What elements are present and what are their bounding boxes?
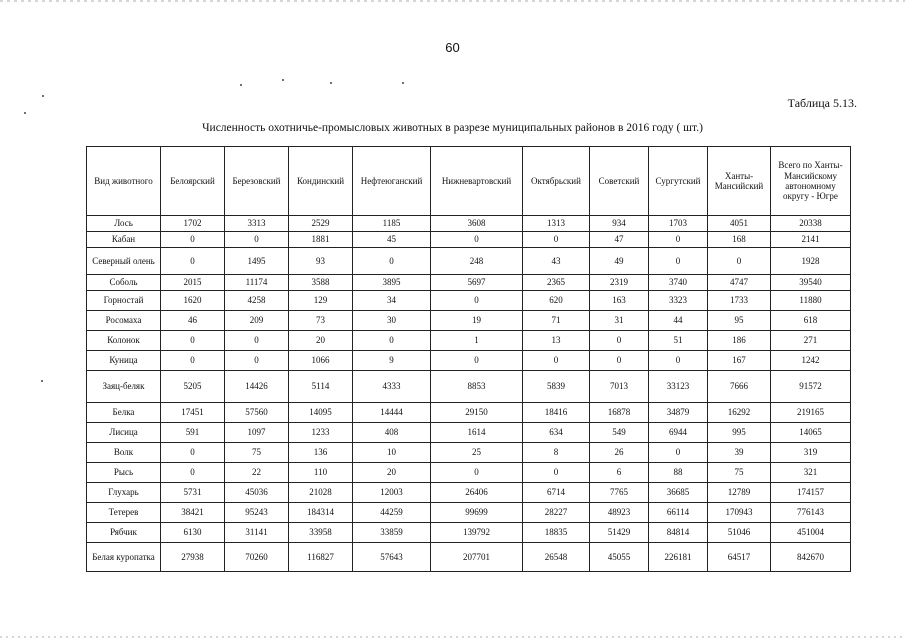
column-header-oktyabrsky: Октябрьский xyxy=(523,147,590,216)
table-cell: 45055 xyxy=(590,543,649,572)
table-cell: 248 xyxy=(431,248,523,275)
table-cell: 0 xyxy=(431,232,523,248)
table-cell: 1185 xyxy=(353,216,431,232)
table-cell: 4051 xyxy=(708,216,771,232)
table-cell: 634 xyxy=(523,423,590,443)
table-cell: 620 xyxy=(523,291,590,311)
table-cell: 45036 xyxy=(225,483,289,503)
table-cell: 0 xyxy=(649,351,708,371)
table-cell: Рысь xyxy=(87,463,161,483)
table-cell: 73 xyxy=(289,311,353,331)
table-cell: 26 xyxy=(590,443,649,463)
table-cell: 46 xyxy=(161,311,225,331)
scan-speck xyxy=(402,82,404,84)
table-cell: 27938 xyxy=(161,543,225,572)
table-cell: 11880 xyxy=(771,291,851,311)
table-cell: 17451 xyxy=(161,403,225,423)
table-cell: Кабан xyxy=(87,232,161,248)
table-cell: 591 xyxy=(161,423,225,443)
table-row xyxy=(87,232,851,248)
table-cell: 39540 xyxy=(771,275,851,291)
table-cell: 34 xyxy=(353,291,431,311)
table-cell: 163 xyxy=(590,291,649,311)
table-cell: 0 xyxy=(353,248,431,275)
table-cell: 1702 xyxy=(161,216,225,232)
table-cell: 3588 xyxy=(289,275,353,291)
table-cell: 1703 xyxy=(649,216,708,232)
table-cell: Северный олень xyxy=(87,248,161,275)
table-cell: 44259 xyxy=(353,503,431,523)
table-cell: 0 xyxy=(590,351,649,371)
table-cell: Белка xyxy=(87,403,161,423)
table-cell: 28227 xyxy=(523,503,590,523)
table-cell: 1495 xyxy=(225,248,289,275)
table-cell: 1 xyxy=(431,331,523,351)
table-cell: 0 xyxy=(523,351,590,371)
table-cell: 0 xyxy=(649,232,708,248)
table-cell: 0 xyxy=(649,248,708,275)
table-row xyxy=(87,523,851,543)
table-cell: 33123 xyxy=(649,371,708,403)
table-row xyxy=(87,311,851,331)
table-cell: 139792 xyxy=(431,523,523,543)
table-row xyxy=(87,543,851,572)
table-cell: 25 xyxy=(431,443,523,463)
table-cell: 3895 xyxy=(353,275,431,291)
table-cell: 7666 xyxy=(708,371,771,403)
table-cell: 20338 xyxy=(771,216,851,232)
table-cell: 5697 xyxy=(431,275,523,291)
table-cell: 2319 xyxy=(590,275,649,291)
table-cell: 5114 xyxy=(289,371,353,403)
table-cell: 8853 xyxy=(431,371,523,403)
table-cell: 6130 xyxy=(161,523,225,543)
column-header-nizhnevartovsky: Нижневартовский xyxy=(431,147,523,216)
header-row xyxy=(87,147,851,216)
table-cell: 0 xyxy=(431,291,523,311)
table-cell: 6 xyxy=(590,463,649,483)
table-cell: 66114 xyxy=(649,503,708,523)
table-cell: 168 xyxy=(708,232,771,248)
table-cell: 22 xyxy=(225,463,289,483)
table-cell: 1066 xyxy=(289,351,353,371)
table-cell: 186 xyxy=(708,331,771,351)
table-cell: 36685 xyxy=(649,483,708,503)
table-row xyxy=(87,403,851,423)
scan-speck xyxy=(282,79,284,81)
scan-edge-top xyxy=(0,0,905,2)
table-cell: 34879 xyxy=(649,403,708,423)
table-cell: 99699 xyxy=(431,503,523,523)
table-cell: 18835 xyxy=(523,523,590,543)
table-cell: 95243 xyxy=(225,503,289,523)
table-cell: 4333 xyxy=(353,371,431,403)
table-cell: 1233 xyxy=(289,423,353,443)
table-cell: 16878 xyxy=(590,403,649,423)
table-cell: 0 xyxy=(161,463,225,483)
table-cell: 0 xyxy=(161,331,225,351)
table-cell: Куница xyxy=(87,351,161,371)
table-cell: 2015 xyxy=(161,275,225,291)
table-cell: 1313 xyxy=(523,216,590,232)
table-cell: 934 xyxy=(590,216,649,232)
table-cell: 12789 xyxy=(708,483,771,503)
scan-speck xyxy=(41,380,43,382)
table-cell: 7765 xyxy=(590,483,649,503)
table-label: Таблица 5.13. xyxy=(787,96,857,110)
table-row xyxy=(87,351,851,371)
table-cell: 84814 xyxy=(649,523,708,543)
table-cell: 0 xyxy=(161,351,225,371)
table-cell: Соболь xyxy=(87,275,161,291)
table-cell: 75 xyxy=(225,443,289,463)
table-cell: 618 xyxy=(771,311,851,331)
table-row xyxy=(87,483,851,503)
scan-speck xyxy=(42,95,44,97)
table-cell: 64517 xyxy=(708,543,771,572)
table-row xyxy=(87,463,851,483)
animal-population-table xyxy=(86,146,851,572)
table-cell: Горностай xyxy=(87,291,161,311)
table-cell: Росомаха xyxy=(87,311,161,331)
column-header-sovetsky: Советский xyxy=(590,147,649,216)
table-cell: 33859 xyxy=(353,523,431,543)
table-cell: 21028 xyxy=(289,483,353,503)
table-cell: 1620 xyxy=(161,291,225,311)
table-cell: 3608 xyxy=(431,216,523,232)
table-cell: 91572 xyxy=(771,371,851,403)
table-cell: 995 xyxy=(708,423,771,443)
scan-speck xyxy=(240,84,242,86)
table-cell: 51 xyxy=(649,331,708,351)
table-cell: Белая куропатка xyxy=(87,543,161,572)
table-cell: Лисица xyxy=(87,423,161,443)
table-cell: 4258 xyxy=(225,291,289,311)
table-cell: 5839 xyxy=(523,371,590,403)
table-cell: 12003 xyxy=(353,483,431,503)
table-cell: 95 xyxy=(708,311,771,331)
page-number: 60 xyxy=(445,40,460,55)
table-cell: 776143 xyxy=(771,503,851,523)
table-cell: 0 xyxy=(431,463,523,483)
table-cell: 0 xyxy=(590,331,649,351)
table-cell: 3313 xyxy=(225,216,289,232)
table-cell: 0 xyxy=(161,232,225,248)
table-row xyxy=(87,331,851,351)
table-cell: 14444 xyxy=(353,403,431,423)
table-cell: 5205 xyxy=(161,371,225,403)
table-cell: Лось xyxy=(87,216,161,232)
table-cell: 26548 xyxy=(523,543,590,572)
table-cell: 38421 xyxy=(161,503,225,523)
table-cell: 167 xyxy=(708,351,771,371)
table-cell: 14426 xyxy=(225,371,289,403)
table-cell: 1097 xyxy=(225,423,289,443)
column-header-kondinsky: Кондинский xyxy=(289,147,353,216)
table-cell: 14095 xyxy=(289,403,353,423)
column-header-species: Вид животного xyxy=(87,147,161,216)
table-cell: 1614 xyxy=(431,423,523,443)
table-cell: 219165 xyxy=(771,403,851,423)
table-cell: 842670 xyxy=(771,543,851,572)
table-cell: 51429 xyxy=(590,523,649,543)
table-cell: 10 xyxy=(353,443,431,463)
table-cell: 51046 xyxy=(708,523,771,543)
scan-edge-bottom xyxy=(0,636,905,638)
table-row xyxy=(87,503,851,523)
table-row xyxy=(87,291,851,311)
table-cell: 39 xyxy=(708,443,771,463)
table-cell: 170943 xyxy=(708,503,771,523)
table-cell: 4747 xyxy=(708,275,771,291)
table-row xyxy=(87,275,851,291)
table-cell: 6714 xyxy=(523,483,590,503)
table-cell: 19 xyxy=(431,311,523,331)
column-header-total: Всего по Ханты-Мансийскому автономному округу - Югре xyxy=(771,147,851,216)
table-cell: 226181 xyxy=(649,543,708,572)
table-cell: 14065 xyxy=(771,423,851,443)
table-body xyxy=(87,216,851,572)
table-cell: 18416 xyxy=(523,403,590,423)
table-cell: 1881 xyxy=(289,232,353,248)
table-cell: 33958 xyxy=(289,523,353,543)
scan-speck xyxy=(330,82,332,84)
table-cell: 207701 xyxy=(431,543,523,572)
column-header-beloyarsky: Белоярский xyxy=(161,147,225,216)
table-cell: 11174 xyxy=(225,275,289,291)
table-cell: 8 xyxy=(523,443,590,463)
table-cell: 5731 xyxy=(161,483,225,503)
table-cell: 20 xyxy=(353,463,431,483)
table-cell: 1242 xyxy=(771,351,851,371)
table-cell: 549 xyxy=(590,423,649,443)
table-cell: 2141 xyxy=(771,232,851,248)
table-cell: 2365 xyxy=(523,275,590,291)
table-cell: 57643 xyxy=(353,543,431,572)
table-row xyxy=(87,216,851,232)
table-row xyxy=(87,371,851,403)
table-cell: 0 xyxy=(431,351,523,371)
table-cell: 1733 xyxy=(708,291,771,311)
table-row xyxy=(87,423,851,443)
table-cell: 0 xyxy=(225,232,289,248)
table-cell: 88 xyxy=(649,463,708,483)
table-cell: 129 xyxy=(289,291,353,311)
column-header-khanty-mansiysky: Ханты-Мансийский xyxy=(708,147,771,216)
table-cell: 9 xyxy=(353,351,431,371)
table-cell: 93 xyxy=(289,248,353,275)
table-cell: 57560 xyxy=(225,403,289,423)
table-cell: Заяц-беляк xyxy=(87,371,161,403)
table-cell: 2529 xyxy=(289,216,353,232)
table-cell: 48923 xyxy=(590,503,649,523)
scan-speck xyxy=(24,112,26,114)
table-cell: 0 xyxy=(161,248,225,275)
table-cell: 70260 xyxy=(225,543,289,572)
table-cell: 0 xyxy=(523,463,590,483)
table-cell: 110 xyxy=(289,463,353,483)
table-cell: 116827 xyxy=(289,543,353,572)
table-cell: 0 xyxy=(161,443,225,463)
table-cell: 6944 xyxy=(649,423,708,443)
table-cell: 30 xyxy=(353,311,431,331)
table-cell: 209 xyxy=(225,311,289,331)
table-cell: 271 xyxy=(771,331,851,351)
table-row xyxy=(87,443,851,463)
table-cell: Рябчик xyxy=(87,523,161,543)
table-cell: 0 xyxy=(225,351,289,371)
table-cell: 451004 xyxy=(771,523,851,543)
table-cell: 44 xyxy=(649,311,708,331)
table-cell: 0 xyxy=(523,232,590,248)
table-cell: 13 xyxy=(523,331,590,351)
table-cell: Волк xyxy=(87,443,161,463)
table-cell: 43 xyxy=(523,248,590,275)
table-cell: 75 xyxy=(708,463,771,483)
table-cell: 49 xyxy=(590,248,649,275)
table-row xyxy=(87,248,851,275)
table-cell: 47 xyxy=(590,232,649,248)
table-cell: 184314 xyxy=(289,503,353,523)
table-cell: 29150 xyxy=(431,403,523,423)
table-cell: 0 xyxy=(708,248,771,275)
table-cell: 45 xyxy=(353,232,431,248)
table-cell: 0 xyxy=(225,331,289,351)
table-cell: Глухарь xyxy=(87,483,161,503)
table-title: Численность охотничье-промысловых животных в разрезе муниципальных районов в 2016 году ( шт.) xyxy=(202,122,703,134)
table-cell: 3740 xyxy=(649,275,708,291)
table-cell: 321 xyxy=(771,463,851,483)
column-header-surgutsky: Сургутский xyxy=(649,147,708,216)
table-cell: 136 xyxy=(289,443,353,463)
table-cell: 174157 xyxy=(771,483,851,503)
table-cell: 0 xyxy=(353,331,431,351)
table-cell: 7013 xyxy=(590,371,649,403)
table-cell: 1928 xyxy=(771,248,851,275)
table-cell: 0 xyxy=(649,443,708,463)
table-cell: Колонок xyxy=(87,331,161,351)
table-cell: 71 xyxy=(523,311,590,331)
table-cell: Тетерев xyxy=(87,503,161,523)
table-cell: 3323 xyxy=(649,291,708,311)
column-header-nefteyugansky: Нефтеюганский xyxy=(353,147,431,216)
table-cell: 20 xyxy=(289,331,353,351)
table-cell: 16292 xyxy=(708,403,771,423)
table-cell: 26406 xyxy=(431,483,523,503)
column-header-berezovsky: Березовский xyxy=(225,147,289,216)
table-cell: 31 xyxy=(590,311,649,331)
table-cell: 31141 xyxy=(225,523,289,543)
table-cell: 408 xyxy=(353,423,431,443)
table-cell: 319 xyxy=(771,443,851,463)
